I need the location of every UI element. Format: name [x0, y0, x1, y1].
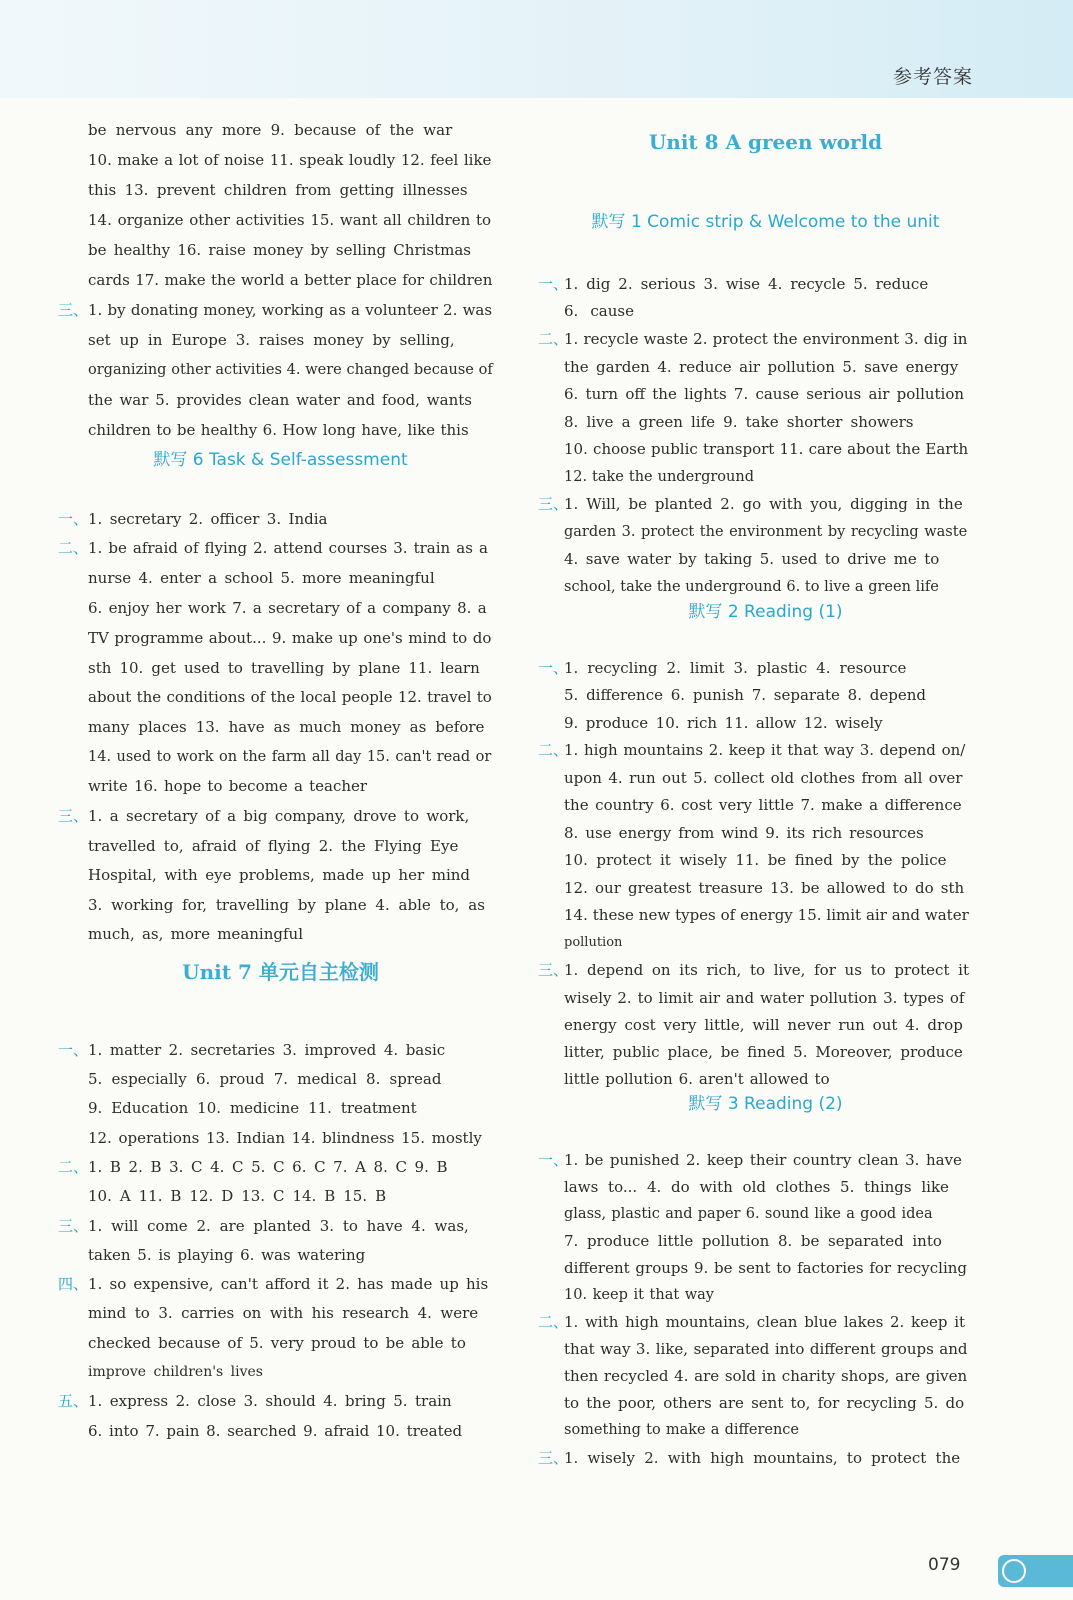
answer-line	[58, 1152, 503, 1182]
answer-line	[538, 1334, 993, 1364]
answer-text: 1. recycling 2. limit 3. plastic 4. resource	[564, 659, 907, 677]
answer-text: 4. save water by taking 5. used to drive me to	[564, 550, 940, 568]
answer-text: little pollution 6. aren't allowed to	[564, 1070, 830, 1088]
answer-text: checked because of 5. very proud to be able to	[88, 1334, 466, 1352]
answer-text: be nervous any more 9. because of the war	[88, 121, 453, 139]
answer-text: school, take the underground 6. to live a green life	[564, 579, 939, 595]
answer-text: 1. high mountains 2. keep it that way 3. depend on/	[564, 741, 966, 759]
answer-line	[58, 1298, 503, 1328]
section-number: 三、	[538, 495, 569, 513]
answer-line	[538, 1010, 993, 1040]
answer-text: many places 13. have as much money as before	[88, 718, 485, 736]
answer-line	[538, 818, 993, 848]
answer-line	[58, 115, 503, 145]
answer-text: taken 5. is playing 6. was watering	[88, 1246, 366, 1264]
answer-text: 3. working for, travelling by plane 4. able to, as	[88, 896, 485, 914]
answer-text: different groups 9. be sent to factories for recycling	[564, 1259, 968, 1277]
answer-text: 1. matter 2. secretaries 3. improved 4. basic	[88, 1041, 446, 1059]
answer-text: 5. difference 6. punish 7. separate 8. depend	[564, 686, 926, 704]
answer-text: 10. keep it that way	[564, 1287, 714, 1303]
answer-line	[538, 680, 993, 710]
answer-line	[538, 735, 993, 765]
answer-line	[538, 1037, 993, 1067]
answer-text: 14. used to work on the farm all day 15. can't read or	[88, 749, 492, 765]
answer-text: the country 6. cost very little 7. make a difference	[564, 796, 962, 814]
answer-line	[538, 1199, 993, 1229]
answer-text: improve children's lives	[88, 1364, 263, 1380]
answer-line	[58, 860, 503, 890]
answer-line	[58, 919, 503, 949]
section-number: 二、	[538, 330, 569, 348]
answer-text: 1. so expensive, can't afford it 2. has made up his	[88, 1275, 489, 1293]
section-title: 默写 6 Task & Self-assessment	[153, 450, 408, 470]
answer-text: garden 3. protect the environment by recycling waste	[564, 524, 968, 540]
section-title: 默写 1 Comic strip & Welcome to the unit	[591, 212, 940, 232]
answer-line	[58, 890, 503, 920]
section-number: 二、	[58, 1158, 89, 1176]
answer-text: energy cost very little, will never run out 4. drop	[564, 1016, 963, 1034]
answer-line	[538, 462, 993, 492]
answer-text: 10. A 11. B 12. D 13. C 14. B 15. B	[88, 1187, 387, 1205]
answer-line	[58, 145, 503, 175]
answer-line	[538, 1172, 993, 1202]
answer-line	[538, 790, 993, 820]
answer-text: laws to... 4. do with old clothes 5. things like	[564, 1178, 949, 1196]
answer-line	[538, 1307, 993, 1337]
answer-line	[58, 742, 503, 772]
answer-text: write 16. hope to become a teacher	[88, 777, 368, 795]
answer-text: 1. with high mountains, clean blue lakes 2. keep it	[564, 1313, 966, 1331]
answer-text: pollution	[564, 935, 623, 950]
answer-text: 1. be afraid of flying 2. attend courses 3. train as a	[88, 539, 488, 557]
answer-text: litter, public place, be fined 5. Moreover, produce	[564, 1043, 963, 1061]
answer-text: 1. express 2. close 3. should 4. bring 5. train	[88, 1392, 452, 1410]
section-number: 二、	[538, 741, 569, 759]
section-title: 默写 2 Reading (1)	[688, 602, 843, 622]
answer-text: upon 4. run out 5. collect old clothes from all over	[564, 769, 963, 787]
answer-text: be healthy 16. raise money by selling Christmas	[88, 241, 472, 259]
answer-line	[538, 928, 993, 958]
answer-line	[538, 572, 993, 602]
answer-text: to the poor, others are sent to, for recycling 5. do	[564, 1394, 965, 1412]
answer-text: glass, plastic and paper 6. sound like a good idea	[564, 1206, 933, 1222]
answer-line	[58, 1386, 503, 1416]
answer-line	[538, 708, 993, 738]
answer-text: that way 3. like, separated into different groups and	[564, 1340, 968, 1358]
answer-text: 12. operations 13. Indian 14. blindness 15. mostly	[88, 1129, 482, 1147]
answer-text: 5. especially 6. proud 7. medical 8. spread	[88, 1070, 442, 1088]
section-number: 二、	[58, 539, 89, 557]
answer-line	[538, 873, 993, 903]
answer-text: TV programme about... 9. make up one's mind to do	[88, 629, 492, 647]
section-title: 默写 3 Reading (2)	[688, 1094, 843, 1114]
answer-line	[58, 504, 503, 534]
section-number: 四、	[58, 1275, 89, 1293]
answer-line	[58, 653, 503, 683]
answer-text: 6. into 7. pain 8. searched 9. afraid 10. treated	[88, 1422, 463, 1440]
answer-text: travelled to, afraid of flying 2. the Flying Eye	[88, 837, 459, 855]
answer-line	[538, 352, 993, 382]
answer-line	[538, 407, 993, 437]
answer-line	[538, 379, 993, 409]
answer-text: children to be healthy 6. How long have, like this	[88, 421, 469, 439]
answer-text: much, as, more meaningful	[88, 925, 303, 943]
answer-line	[58, 1123, 503, 1153]
answer-line	[58, 1240, 503, 1270]
answer-text: 10. protect it wisely 11. be fined by the police	[564, 851, 947, 869]
answer-text: sth 10. get used to travelling by plane 11. learn	[88, 659, 480, 677]
answer-text: 7. produce little pollution 8. be separated into	[564, 1232, 942, 1250]
answer-line	[538, 1145, 993, 1175]
answer-line	[58, 1093, 503, 1123]
answer-text: 10. choose public transport 11. care about the Earth	[564, 440, 969, 458]
answer-text: 10. make a lot of noise 11. speak loudly 12. feel like	[88, 151, 492, 169]
answer-line	[538, 1253, 993, 1283]
answer-text: 8. live a green life 9. take shorter showers	[564, 413, 914, 431]
answer-text: 1. a secretary of a big company, drove to work,	[88, 807, 470, 825]
answer-text: 1. wisely 2. with high mountains, to protect the	[564, 1449, 961, 1467]
answer-text: then recycled 4. are sold in charity shops, are given	[564, 1367, 968, 1385]
answer-text: organizing other activities 4. were changed because of	[88, 362, 493, 378]
answer-text: 1. be punished 2. keep their country clean 3. have	[564, 1151, 962, 1169]
answer-line	[58, 175, 503, 205]
answer-line	[538, 1064, 993, 1094]
answer-line	[538, 955, 993, 985]
answer-text: 1. Will, be planted 2. go with you, digging in the	[564, 495, 963, 513]
answer-text: 8. use energy from wind 9. its rich resources	[564, 824, 924, 842]
answer-line	[58, 1269, 503, 1299]
answer-line	[538, 517, 993, 547]
answer-line	[538, 1280, 993, 1310]
answer-line	[538, 489, 993, 519]
answer-text: 1. depend on its rich, to live, for us to protect it	[564, 961, 969, 979]
answer-text: set up in Europe 3. raises money by selling,	[88, 331, 455, 349]
section-number: 二、	[538, 1313, 569, 1331]
answer-text: 9. produce 10. rich 11. allow 12. wisely	[564, 714, 883, 732]
answer-text: nurse 4. enter a school 5. more meaningful	[88, 569, 435, 587]
answer-line	[538, 900, 993, 930]
answer-text: cards 17. make the world a better place for children	[88, 271, 493, 289]
section-number: 一、	[58, 1041, 89, 1059]
answer-line	[538, 269, 993, 299]
answer-text: Hospital, with eye problems, made up her mind	[88, 866, 470, 884]
answer-line	[58, 295, 503, 325]
answer-line	[58, 1064, 503, 1094]
answer-line	[58, 831, 503, 861]
answer-line	[538, 983, 993, 1013]
answer-line	[58, 235, 503, 265]
answer-line	[58, 415, 503, 445]
answer-line	[58, 385, 503, 415]
answer-text: the war 5. provides clean water and food, wants	[88, 391, 472, 409]
section-number: 三、	[538, 1449, 569, 1467]
circle-icon	[1002, 1559, 1026, 1583]
page-footer	[920, 1555, 1073, 1587]
section-number: 一、	[58, 510, 89, 528]
answer-text: 12. our greatest treasure 13. be allowed to do sth	[564, 879, 965, 897]
unit-title: Unit 8 A green world	[648, 130, 883, 154]
answer-line	[538, 1388, 993, 1418]
answer-line	[58, 593, 503, 623]
section-number: 三、	[538, 961, 569, 979]
answer-line	[58, 1357, 503, 1387]
page-header	[0, 0, 1073, 98]
answer-text: 1. by donating money, working as a volunteer 2. was	[88, 301, 493, 319]
answer-line	[58, 533, 503, 563]
answer-line	[538, 1443, 993, 1473]
answer-line	[58, 355, 503, 385]
answer-line	[538, 434, 993, 464]
answer-line	[58, 205, 503, 235]
section-number: 一、	[538, 275, 569, 293]
answer-text: 1. B 2. B 3. C 4. C 5. C 6. C 7. A 8. C 9. B	[88, 1158, 448, 1176]
answer-text: 6. cause	[564, 302, 634, 320]
answer-text: 1. secretary 2. officer 3. India	[88, 510, 328, 528]
answer-text: 14. these new types of energy 15. limit air and water	[564, 906, 969, 924]
answer-text: 14. organize other activities 15. want all children to	[88, 211, 492, 229]
answer-line	[538, 1415, 993, 1445]
answer-line	[538, 1226, 993, 1256]
unit-title: Unit 7 单元自主检测	[182, 960, 379, 984]
answer-line	[538, 296, 993, 326]
answer-text: 9. Education 10. medicine 11. treatment	[88, 1099, 417, 1117]
answer-text: 6. enjoy her work 7. a secretary of a company 8. a	[88, 599, 487, 617]
answer-text: something to make a difference	[564, 1422, 799, 1438]
answer-line	[58, 265, 503, 295]
answer-text: mind to 3. carries on with his research 4. were	[88, 1304, 479, 1322]
answer-text: 1. will come 2. are planted 3. to have 4. was,	[88, 1217, 469, 1235]
answer-line	[58, 771, 503, 801]
answer-line	[58, 325, 503, 355]
section-number: 三、	[58, 301, 89, 319]
answer-line	[58, 712, 503, 742]
answer-line	[538, 653, 993, 683]
answer-line	[58, 1035, 503, 1065]
answer-line	[538, 544, 993, 574]
answer-line	[58, 563, 503, 593]
answer-line	[58, 1416, 503, 1446]
answer-text: 12. take the underground	[564, 469, 754, 485]
answer-line	[58, 623, 503, 653]
answer-line	[538, 763, 993, 793]
section-number: 三、	[58, 1217, 89, 1235]
section-number: 一、	[538, 659, 569, 677]
answer-line	[58, 1211, 503, 1241]
answer-text: 1. dig 2. serious 3. wise 4. recycle 5. reduce	[564, 275, 929, 293]
answer-line	[58, 801, 503, 831]
answer-text: this 13. prevent children from getting illnesses	[88, 181, 468, 199]
answer-line	[538, 845, 993, 875]
answer-text: about the conditions of the local people 12. travel to	[88, 688, 492, 706]
page-number: 079	[928, 1555, 961, 1575]
answer-text: 6. turn off the lights 7. cause serious air pollution	[564, 385, 965, 403]
section-number: 一、	[538, 1151, 569, 1169]
header-title: 参考答案	[892, 66, 973, 88]
section-number: 三、	[58, 807, 89, 825]
answer-line	[58, 682, 503, 712]
answer-line	[538, 324, 993, 354]
answer-text: the garden 4. reduce air pollution 5. save energy	[564, 358, 959, 376]
answer-text: 1. recycle waste 2. protect the environment 3. dig in	[564, 330, 968, 348]
answer-text: wisely 2. to limit air and water pollution 3. types of	[564, 989, 965, 1007]
answer-line	[58, 1181, 503, 1211]
answer-line	[538, 1361, 993, 1391]
section-number: 五、	[58, 1392, 89, 1410]
answer-line	[58, 1328, 503, 1358]
